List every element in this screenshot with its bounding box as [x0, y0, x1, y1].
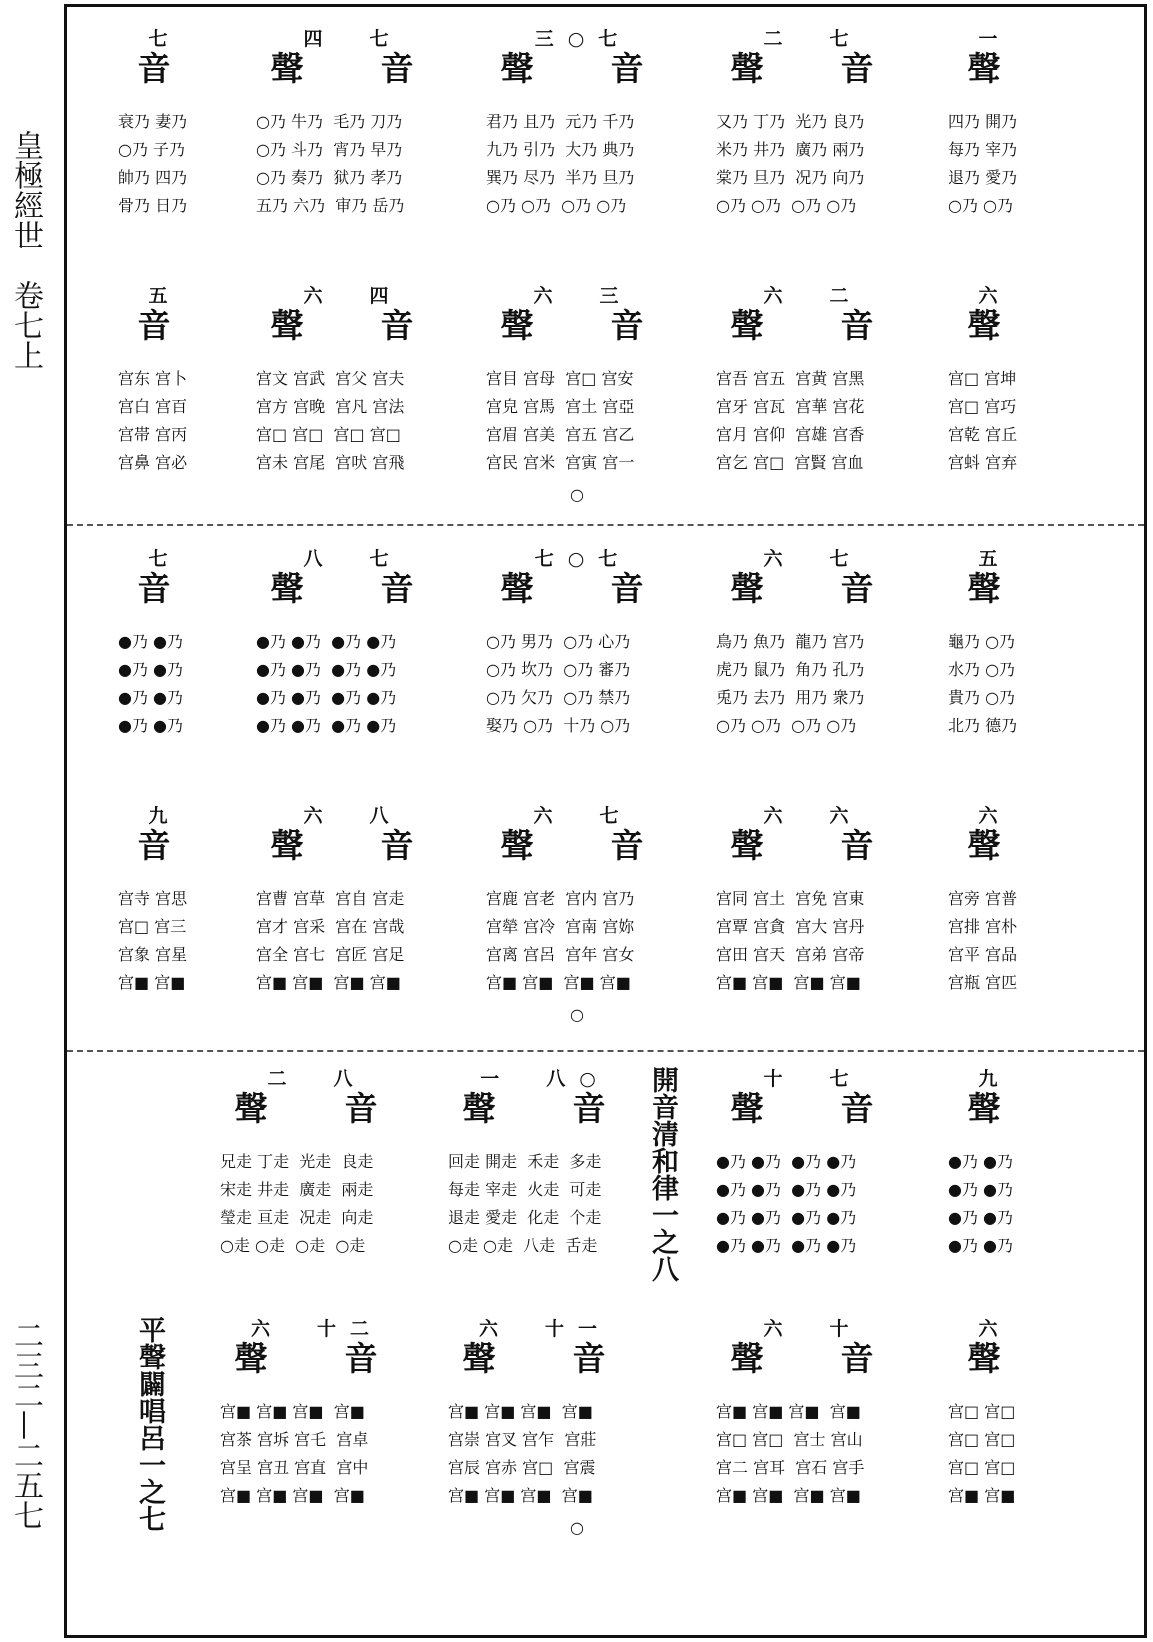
- rhyme-line: 宫■ 宫■ 宫■ 宫■: [220, 1486, 365, 1505]
- rhyme-line: 宫牙 宫瓦 宫華 宫花: [716, 397, 865, 416]
- header-label: 聲 音: [462, 1339, 628, 1378]
- block-header: [708, 285, 918, 345]
- header-label: 聲 音: [500, 569, 666, 608]
- rhyme-table: [220, 1398, 368, 1510]
- rhyme-line: 衰乃 妻乃: [118, 112, 188, 131]
- block-header: [110, 548, 220, 608]
- header-label: 聲 音: [500, 49, 666, 88]
- rhyme-line: 瑩走 亘走 况走 向走: [220, 1208, 374, 1227]
- rhyme-line: 宫方 宫晚 宫凡 宫法: [256, 397, 405, 416]
- header-number: 七: [148, 548, 182, 570]
- rhyme-table: [118, 628, 183, 740]
- rhyme-line: 巽乃 尽乃 半乃 旦乃: [486, 168, 635, 187]
- header-number: 六 十: [763, 1318, 863, 1340]
- rhyme-line: ●乃 ●乃 ●乃 ●乃: [716, 1236, 857, 1255]
- block-header: [248, 548, 458, 608]
- rhyme-line: 又乃 丁乃 光乃 良乃: [716, 112, 865, 131]
- rhyme-line: ○乃 ○乃 ○乃 ○乃: [716, 196, 857, 215]
- header-number: 七○七: [534, 548, 632, 570]
- rhyme-line: 宫目 宫母 宫□ 宫安: [486, 369, 634, 388]
- rhyme-line: 宋走 井走 廣走 兩走: [220, 1180, 374, 1199]
- header-number: 一: [978, 28, 1012, 50]
- rhyme-line: 宫民 宫米 宫寅 宫一: [486, 453, 635, 472]
- rhyme-line: 退乃 愛乃: [948, 168, 1018, 187]
- rhyme-line: 宫□ 宫□ 宫□ 宫□: [256, 425, 401, 444]
- rhyme-line: 宫田 宫天 宫弟 宫帝: [716, 945, 865, 964]
- header-label: 音: [137, 306, 193, 345]
- rhyme-line: 宫■ 宫■ 宫■ 宫■: [448, 1486, 593, 1505]
- header-label: 聲 音: [730, 1089, 896, 1128]
- header-number: 九: [978, 1068, 1012, 1090]
- rhyme-line: 宫■ 宫■ 宫■ 宫■: [486, 973, 631, 992]
- header-number: 三○七: [534, 28, 632, 50]
- rhyme-line: ○走 ○走 ○走 ○走: [220, 1236, 366, 1255]
- rhyme-line: 宫平 宫品: [948, 945, 1018, 964]
- rhyme-line: ○乃 ○乃 ○乃 ○乃: [716, 716, 857, 735]
- header-label: 音: [137, 826, 193, 865]
- header-label: 音: [137, 569, 193, 608]
- rhyme-line: 宫才 宫采 宫在 宫哉: [256, 917, 405, 936]
- rhyme-line: 宫乾 宫丘: [948, 425, 1018, 444]
- header-label: 聲 音: [270, 569, 436, 608]
- block-header: [708, 28, 918, 88]
- rhyme-table: [118, 108, 187, 220]
- rhyme-line: 宫覃 宫貪 宫大 宫丹: [716, 917, 865, 936]
- rhyme-line: 宫□ 宫□: [948, 1458, 1016, 1477]
- header-label: 聲 音: [234, 1339, 400, 1378]
- header-number: 六: [978, 285, 1012, 307]
- block-header: [940, 28, 1050, 88]
- rhyme-table: [716, 885, 864, 997]
- header-number: 二 八: [267, 1068, 367, 1090]
- header-number: 六 八: [303, 805, 403, 827]
- header-label: 聲 音: [270, 826, 436, 865]
- rhyme-line: 宫■ 宫■ 宫■ 宫■: [448, 1402, 593, 1421]
- block-header: [478, 805, 688, 865]
- vertical-title: 開音清和律一之八: [647, 1066, 678, 1282]
- header-label: 音: [137, 49, 193, 88]
- block-header: [212, 1068, 422, 1128]
- rhyme-table: [716, 365, 864, 477]
- rhyme-line: 鳥乃 魚乃 龍乃 宫乃: [716, 632, 865, 651]
- block-header: [940, 805, 1050, 865]
- block-header: [478, 285, 688, 345]
- block-header: [708, 548, 918, 608]
- rhyme-line: 宫■ 宫■ 宫■ 宫■: [716, 1486, 861, 1505]
- rhyme-line: 每走 宰走 火走 可走: [448, 1180, 602, 1199]
- rhyme-table: [256, 108, 404, 220]
- rhyme-line: 北乃 德乃: [948, 716, 1018, 735]
- rhyme-line: 宫离 宫呂 宫年 宫女: [486, 945, 635, 964]
- rhyme-line: ○乃 牛乃 毛乃 刀乃: [256, 112, 403, 131]
- rhyme-line: ○乃 ○乃 ○乃 ○乃: [486, 196, 627, 215]
- rhyme-line: ●乃 ●乃: [118, 632, 184, 651]
- header-number: 六: [978, 805, 1012, 827]
- rhyme-table: [948, 628, 1017, 740]
- rhyme-table: [118, 365, 187, 477]
- rhyme-line: 帥乃 四乃: [118, 168, 188, 187]
- header-number: 一 八○: [480, 1068, 610, 1090]
- rhyme-line: 米乃 井乃 廣乃 兩乃: [716, 140, 865, 159]
- divider: [67, 524, 1144, 526]
- rhyme-line: ○乃 子乃: [118, 140, 186, 159]
- header-number: 十 七: [763, 1068, 863, 1090]
- rhyme-line: 宫眉 宫美 宫五 宫乙: [486, 425, 635, 444]
- header-label: 聲 音: [730, 306, 896, 345]
- rhyme-line: ●乃 ●乃: [118, 688, 184, 707]
- block-header: [248, 805, 458, 865]
- rhyme-line: 九乃 引乃 大乃 典乃: [486, 140, 635, 159]
- rhyme-line: 宫旁 宫普: [948, 889, 1018, 908]
- rhyme-table: [948, 1398, 1015, 1510]
- rhyme-line: ●乃 ●乃 ●乃 ●乃: [716, 1208, 857, 1227]
- rhyme-line: 宫同 宫土 宫免 宫東: [716, 889, 865, 908]
- block-header: [248, 285, 458, 345]
- rhyme-line: 宫■ 宫■: [118, 973, 186, 992]
- header-label: 聲: [967, 1339, 1023, 1378]
- header-label: 聲: [967, 49, 1023, 88]
- rhyme-line: 宫吾 宫五 宫黄 宫黑: [716, 369, 865, 388]
- rhyme-line: ●乃 ●乃 ●乃 ●乃: [256, 688, 397, 707]
- rhyme-table: [448, 1148, 601, 1260]
- rhyme-line: 兄走 丁走 光走 良走: [220, 1152, 374, 1171]
- rhyme-line: 宫东 宫卜: [118, 369, 188, 388]
- rhyme-line: ○乃 奏乃 狱乃 孝乃: [256, 168, 403, 187]
- header-label: 聲 音: [500, 826, 666, 865]
- section-mark: ○: [570, 1005, 584, 1024]
- page-number: 二三二—二五七: [8, 1320, 43, 1530]
- rhyme-line: 宫白 宫百: [118, 397, 188, 416]
- header-label: 聲 音: [500, 306, 666, 345]
- rhyme-line: 宫□ 宫巧: [948, 397, 1017, 416]
- rhyme-line: 棠乃 旦乃 况乃 向乃: [716, 168, 865, 187]
- block-header: [110, 285, 220, 345]
- block-header: [708, 1318, 918, 1378]
- block-header: [940, 1318, 1050, 1378]
- rhyme-line: 宫皃 宫馬 宫土 宫亞: [486, 397, 635, 416]
- rhyme-line: 退走 愛走 化走 个走: [448, 1208, 602, 1227]
- rhyme-table: [716, 108, 864, 220]
- block-header: [440, 1318, 650, 1378]
- header-number: 六 三: [533, 285, 633, 307]
- rhyme-line: 宫□ 宫□: [948, 1430, 1016, 1449]
- rhyme-line: 宫二 宫耳 宫石 宫手: [716, 1458, 865, 1477]
- block-header: [940, 285, 1050, 345]
- rhyme-line: 每乃 宰乃: [948, 140, 1018, 159]
- rhyme-line: ○乃 斗乃 宵乃 早乃: [256, 140, 403, 159]
- rhyme-line: 宫未 宫尾 宫吠 宫飛: [256, 453, 405, 472]
- rhyme-line: 宫蚪 宫弃: [948, 453, 1018, 472]
- rhyme-line: 回走 開走 禾走 多走: [448, 1152, 602, 1171]
- header-number: 四 七: [303, 28, 403, 50]
- header-number: 六 十一: [478, 1318, 611, 1340]
- rhyme-line: 宫鼻 宫必: [118, 453, 188, 472]
- rhyme-line: 宫崇 宫叉 宫乍 宫莊: [448, 1430, 597, 1449]
- book-title: 皇極經世 卷七上: [8, 130, 43, 370]
- rhyme-line: ●乃 ●乃: [948, 1208, 1014, 1227]
- rhyme-table: [486, 885, 634, 997]
- rhyme-line: 宫月 宫仰 宫雄 宫香: [716, 425, 865, 444]
- header-number: 五: [148, 285, 182, 307]
- rhyme-line: 宫瓶 宫匹: [948, 973, 1018, 992]
- rhyme-table: [948, 108, 1017, 220]
- rhyme-line: ●乃 ●乃: [118, 660, 184, 679]
- rhyme-line: 龜乃 ○乃: [948, 632, 1016, 651]
- rhyme-line: ○乃 ○乃: [948, 196, 1014, 215]
- rhyme-table: [256, 885, 404, 997]
- rhyme-line: ○乃 坎乃 ○乃 審乃: [486, 660, 631, 679]
- header-number: 六 六: [763, 805, 863, 827]
- header-label: 聲 音: [234, 1089, 400, 1128]
- block-header: [212, 1318, 422, 1378]
- rhyme-line: 宫犖 宫冷 宫南 宫妳: [486, 917, 635, 936]
- rhyme-line: ●乃 ●乃: [948, 1180, 1014, 1199]
- rhyme-table: [220, 1148, 373, 1260]
- rhyme-line: 貴乃 ○乃: [948, 688, 1016, 707]
- block-header: [478, 28, 688, 88]
- header-label: 聲 音: [730, 826, 896, 865]
- rhyme-line: 宫□ 宫坤: [948, 369, 1017, 388]
- header-number: 六: [978, 1318, 1012, 1340]
- block-header: [440, 1068, 650, 1128]
- rhyme-line: 娶乃 ○乃 十乃 ○乃: [486, 716, 631, 735]
- block-header: [940, 548, 1050, 608]
- rhyme-line: ●乃 ●乃: [118, 716, 184, 735]
- rhyme-line: ●乃 ●乃 ●乃 ●乃: [716, 1180, 857, 1199]
- rhyme-table: [486, 628, 630, 740]
- header-number: 八 七: [303, 548, 403, 570]
- rhyme-table: [256, 628, 396, 740]
- rhyme-line: 宫□ 宫三: [118, 917, 187, 936]
- rhyme-line: 虎乃 鼠乃 角乃 孔乃: [716, 660, 865, 679]
- rhyme-line: 宫帯 宫丙: [118, 425, 188, 444]
- header-label: 聲 音: [270, 306, 436, 345]
- rhyme-line: 君乃 且乃 元乃 千乃: [486, 112, 635, 131]
- rhyme-line: 宫■ 宫■ 宫■ 宫■: [716, 1402, 861, 1421]
- rhyme-table: [948, 1148, 1013, 1260]
- rhyme-table: [448, 1398, 596, 1510]
- header-label: 聲: [967, 826, 1023, 865]
- header-number: 六 七: [763, 548, 863, 570]
- rhyme-line: 宫寺 宫思: [118, 889, 188, 908]
- header-number: 六 十二: [250, 1318, 383, 1340]
- rhyme-line: 五乃 六乃 审乃 岳乃: [256, 196, 405, 215]
- rhyme-line: 宫乞 宫□ 宫賢 宫血: [716, 453, 864, 472]
- block-header: [708, 805, 918, 865]
- rhyme-line: 宫排 宫朴: [948, 917, 1018, 936]
- block-header: [248, 28, 458, 88]
- rhyme-line: 宫呈 宫丑 宫直 宫中: [220, 1458, 369, 1477]
- rhyme-line: ○走 ○走 八走 舌走: [448, 1236, 598, 1255]
- rhyme-line: 宫鹿 宫老 宫内 宫乃: [486, 889, 635, 908]
- rhyme-line: 宫茶 宫坼 宫乇 宫卓: [220, 1430, 369, 1449]
- rhyme-line: 骨乃 日乃: [118, 196, 188, 215]
- rhyme-line: 宫■ 宫■ 宫■ 宫■: [220, 1402, 365, 1421]
- header-number: 六 七: [533, 805, 633, 827]
- rhyme-line: 水乃 ○乃: [948, 660, 1016, 679]
- rhyme-table: [256, 365, 404, 477]
- header-label: 聲 音: [730, 1339, 896, 1378]
- rhyme-table: [948, 885, 1017, 997]
- rhyme-table: [716, 1148, 856, 1260]
- block-header: [110, 805, 220, 865]
- rhyme-table: [716, 628, 864, 740]
- section-mark: ○: [570, 485, 584, 504]
- rhyme-line: 宫□ 宫□: [948, 1402, 1016, 1421]
- header-number: 二 七: [763, 28, 863, 50]
- block-header: [478, 548, 688, 608]
- header-number: 七: [148, 28, 182, 50]
- header-label: 聲: [967, 306, 1023, 345]
- header-label: 聲 音: [730, 569, 896, 608]
- rhyme-line: 宫文 宫武 宫父 宫夫: [256, 369, 405, 388]
- rhyme-table: [486, 108, 634, 220]
- rhyme-line: ●乃 ●乃 ●乃 ●乃: [716, 1152, 857, 1171]
- rhyme-table: [486, 365, 634, 477]
- rhyme-line: ●乃 ●乃: [948, 1152, 1014, 1171]
- rhyme-line: ●乃 ●乃 ●乃 ●乃: [256, 660, 397, 679]
- rhyme-table: [948, 365, 1017, 477]
- block-header: [708, 1068, 918, 1128]
- rhyme-table: [118, 885, 187, 997]
- rhyme-line: 四乃 開乃: [948, 112, 1018, 131]
- rhyme-line: ●乃 ●乃: [948, 1236, 1014, 1255]
- header-number: 六 四: [303, 285, 403, 307]
- rhyme-table: [716, 1398, 864, 1510]
- rhyme-line: 宫曹 宫草 宫自 宫走: [256, 889, 405, 908]
- header-number: 六 二: [763, 285, 863, 307]
- rhyme-line: 宫■ 宫■: [948, 1486, 1016, 1505]
- block-header: [940, 1068, 1050, 1128]
- rhyme-line: ○乃 欠乃 ○乃 禁乃: [486, 688, 631, 707]
- rhyme-line: 宫象 宫星: [118, 945, 188, 964]
- header-label: 聲: [967, 1089, 1023, 1128]
- header-label: 聲 音: [462, 1089, 628, 1128]
- rhyme-line: ○乃 男乃 ○乃 心乃: [486, 632, 631, 651]
- rhyme-line: 宫□ 宫□ 宫士 宫山: [716, 1430, 863, 1449]
- vertical-title: 平聲闢唱呂一之七: [134, 1316, 165, 1532]
- header-number: 五: [978, 548, 1012, 570]
- block-header: [110, 28, 220, 88]
- rhyme-line: 兎乃 去乃 用乃 衆乃: [716, 688, 865, 707]
- rhyme-line: ●乃 ●乃 ●乃 ●乃: [256, 716, 397, 735]
- rhyme-line: 宫全 宫七 宫匠 宫足: [256, 945, 405, 964]
- rhyme-line: 宫■ 宫■ 宫■ 宫■: [256, 973, 401, 992]
- rhyme-line: 宫■ 宫■ 宫■ 宫■: [716, 973, 861, 992]
- header-label: 聲 音: [730, 49, 896, 88]
- rhyme-line: ●乃 ●乃 ●乃 ●乃: [256, 632, 397, 651]
- section-mark: ○: [570, 1518, 584, 1537]
- divider: [67, 1050, 1144, 1052]
- header-label: 聲 音: [270, 49, 436, 88]
- header-number: 九: [148, 805, 182, 827]
- rhyme-line: 宫辰 宫赤 宫□ 宫震: [448, 1458, 596, 1477]
- header-label: 聲: [967, 569, 1023, 608]
